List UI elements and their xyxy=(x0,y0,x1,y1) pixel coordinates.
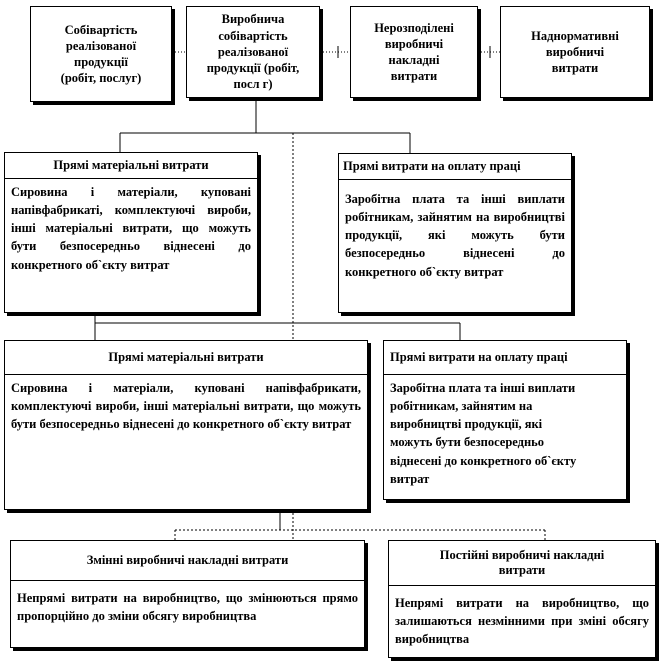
box-row3-variable-overheads xyxy=(10,540,365,648)
box-production-cost-text: Виробнича собівартість реалізованої продукції (робіт, посл г) xyxy=(206,12,300,92)
row2-direct-labor-body: Заробітна плата та інші виплати робітникам, зайнятим на виробництві продукції, які можуть бути безпосередньо віднесені до конкретного об`єкту витрат xyxy=(390,381,577,486)
row1-direct-labor-title: Прямі витрати на оплату праці xyxy=(339,154,571,180)
box-cost-of-sales xyxy=(30,6,172,102)
row1-direct-material-title: Прямі матеріальні витрати xyxy=(5,153,257,179)
row2-direct-material-body: Сировина і матеріали, куповані напівфабрикати, комплектуючі вироби, інші матеріальні витрати, що можуть бути безпосередньо віднесені до конкретного об`єкту витрат xyxy=(11,381,361,432)
box-row1-direct-labor xyxy=(338,153,572,313)
box-above-normal-costs xyxy=(500,6,650,98)
box-unallocated-overheads xyxy=(350,6,478,98)
box-row1-direct-material xyxy=(4,152,258,313)
row2-direct-material-title: Прямі матеріальні витрати xyxy=(5,341,367,375)
box-row2-direct-material xyxy=(4,340,368,510)
box-row3-fixed-overheads xyxy=(388,540,656,658)
box-row2-direct-labor xyxy=(383,340,627,500)
box-unallocated-overheads-text: Нерозподілені виробничі накладні витрати xyxy=(374,20,454,84)
box-cost-of-sales-text: Собівартість реалізованої продукції (робіт, послуг) xyxy=(60,22,142,86)
row3-fixed-overheads-title: Постійні виробничі накладні витрати xyxy=(389,541,655,586)
box-above-normal-costs-text: Наднормативні виробничі витрати xyxy=(531,28,619,76)
row3-fixed-overheads-body: Непрямі витрати на виробництво, що залишаються незмінними при зміні обсягу виробництва xyxy=(395,596,649,647)
row3-variable-overheads-title: Змінні виробничі накладні витрати xyxy=(11,541,364,581)
row3-variable-overheads-body: Непрямі витрати на виробництво, що змінюються прямо пропорційно до зміни обсягу виробництва xyxy=(17,591,358,624)
row1-direct-material-body: Сировина і матеріали, куповані напівфабрикаті, комплектуючі вироби, інші матеріальні витрати, що можуть бути безпосередньо віднесені до конкретного об`єкту витрат xyxy=(11,185,251,272)
row1-direct-labor-body: Заробітна плата та інші виплати робітникам, зайнятим на виробництві продукції, які можуть бути безпосередньо віднесені до конкретного об`єкту витрат xyxy=(345,192,565,279)
box-production-cost xyxy=(186,6,320,98)
row2-direct-labor-title: Прямі витрати на оплату праці xyxy=(384,341,626,375)
